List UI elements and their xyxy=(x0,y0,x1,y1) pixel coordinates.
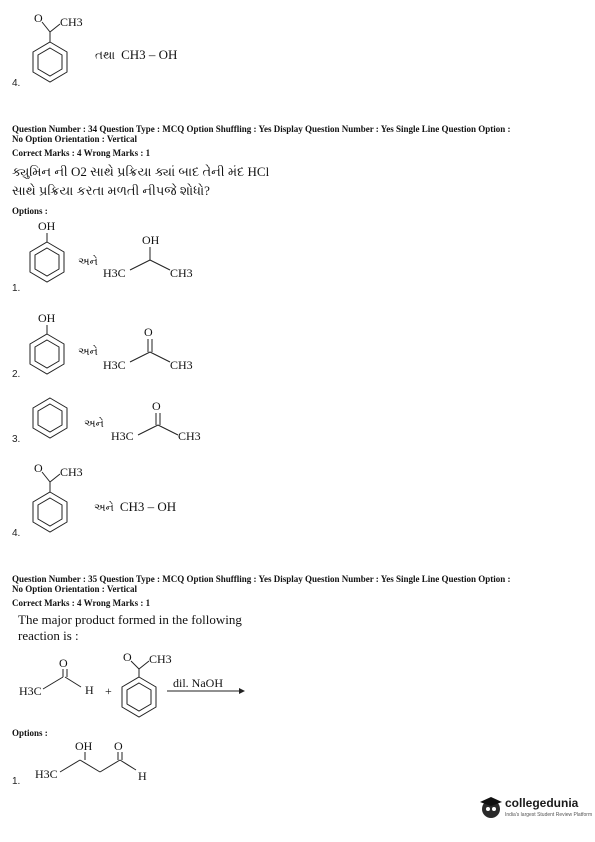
graduate-logo-icon xyxy=(478,794,504,820)
q34-option4-acetophenone xyxy=(20,458,100,538)
q34-meta-line1: Question Number : 34 Question Type : MCQ Option Shuffling : Yes Display Question Number : Yes Single Line Question Option : xyxy=(12,124,511,134)
q34-option1-number: 1. xyxy=(12,283,21,294)
q34-option1-connector: અને xyxy=(78,256,98,268)
q34-text-line1: ક્યુમિન ની O2 સાથે પ્રક્રિયા ક્યાં બાદ તેની મંદ HCl xyxy=(12,164,270,179)
prev-option4-structure xyxy=(20,8,100,88)
q34-option2-phenol xyxy=(25,310,85,380)
q34-option4-number: 4. xyxy=(12,528,21,539)
svg-text:OH: OH xyxy=(38,311,56,325)
watermark-brand: collegedunia xyxy=(505,796,579,810)
svg-text:H: H xyxy=(138,769,147,783)
svg-text:H3C: H3C xyxy=(111,429,134,443)
q34-text-line2: સાથે પ્રક્રિયા કરતા મળતી નીપજે શોધો? xyxy=(12,183,210,198)
q35-text-line1: The major product formed in the following xyxy=(18,612,242,627)
watermark-tagline: India's largest Student Review Platform xyxy=(505,812,593,818)
q34-options-label: Options : xyxy=(12,206,48,216)
svg-text:OH: OH xyxy=(38,219,56,233)
q34-option1-isopropanol xyxy=(100,230,210,290)
svg-text:O: O xyxy=(152,399,161,413)
q35-options-label: Options : xyxy=(12,728,48,738)
q34-marks: Correct Marks : 4 Wrong Marks : 1 xyxy=(12,148,151,158)
q34-option2-acetone xyxy=(100,322,210,382)
svg-text:CH3: CH3 xyxy=(170,358,193,372)
q35-marks: Correct Marks : 4 Wrong Marks : 1 xyxy=(12,598,151,608)
svg-text:CH3: CH3 xyxy=(149,652,172,666)
q35-option1-aldol xyxy=(30,738,170,798)
q35-meta-line1: Question Number : 35 Question Type : MCQ Option Shuffling : Yes Display Question Number : Yes Single Line Question Option : xyxy=(12,574,511,584)
q34-option3-acetone xyxy=(108,398,218,448)
collegedunia-watermark xyxy=(478,790,593,830)
svg-text:H3C: H3C xyxy=(19,684,42,698)
q34-option4-text: અને CH3 – OH xyxy=(94,499,177,514)
q35-meta-line2: No Option Orientation : Vertical xyxy=(12,584,137,594)
svg-text:O: O xyxy=(59,656,68,670)
q34-option3-connector: અને xyxy=(84,418,104,430)
svg-text:+: + xyxy=(105,684,112,698)
q34-option3-benzene xyxy=(28,396,88,446)
svg-text:H3C: H3C xyxy=(35,767,58,781)
q34-option2-number: 2. xyxy=(12,369,21,380)
svg-text:OH: OH xyxy=(142,233,160,247)
q35-reaction xyxy=(15,645,275,725)
prev-option4-number: 4. xyxy=(12,78,21,89)
svg-text:H: H xyxy=(85,683,94,697)
svg-text:O: O xyxy=(144,325,153,339)
svg-text:O: O xyxy=(34,461,43,475)
svg-text:OH: OH xyxy=(75,739,93,753)
q34-meta-line2: No Option Orientation : Vertical xyxy=(12,134,137,144)
q34-option2-connector: અને xyxy=(78,346,98,358)
ch3-label: CH3 xyxy=(60,15,83,29)
svg-text:CH3: CH3 xyxy=(60,465,83,479)
svg-text:CH3: CH3 xyxy=(178,429,201,443)
q34-option1-phenol xyxy=(25,218,85,288)
svg-text:dil. NaOH: dil. NaOH xyxy=(173,676,223,690)
prev-option4-text: તથા CH3 – OH xyxy=(95,47,178,62)
svg-text:O: O xyxy=(114,739,123,753)
svg-text:H3C: H3C xyxy=(103,266,126,280)
oxygen-label: O xyxy=(34,11,43,25)
svg-text:H3C: H3C xyxy=(103,358,126,372)
q35-text-line2: reaction is : xyxy=(18,628,79,643)
q35-option1-number: 1. xyxy=(12,776,21,787)
q34-option3-number: 3. xyxy=(12,434,21,445)
svg-text:CH3: CH3 xyxy=(170,266,193,280)
svg-text:O: O xyxy=(123,650,132,664)
